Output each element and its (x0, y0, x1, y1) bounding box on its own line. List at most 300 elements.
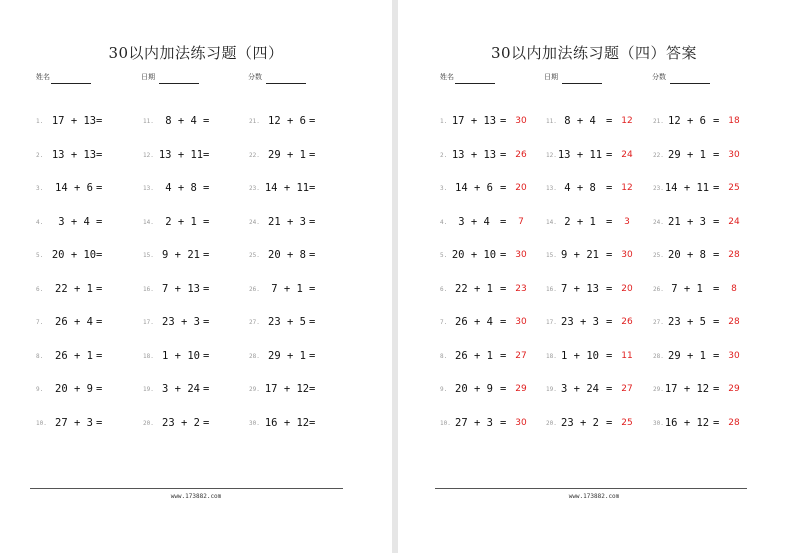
equals-sign: = (500, 148, 507, 161)
problem-item (36, 149, 136, 163)
answer-blank[interactable] (106, 149, 128, 161)
answer-value: 29 (728, 384, 740, 394)
problem-number: 19. (143, 386, 154, 393)
equals-sign: = (203, 383, 210, 395)
answer-name-field (440, 72, 454, 82)
problem-number: 21. (249, 118, 260, 125)
problem-number: 14. (546, 218, 557, 226)
equals-sign: = (309, 182, 316, 194)
problem-item (143, 350, 243, 364)
equals-sign: = (713, 416, 720, 429)
answer-problem-item (440, 216, 540, 230)
problem-item (143, 149, 243, 163)
answer-blank[interactable] (106, 182, 128, 194)
answer-blank[interactable] (213, 417, 235, 429)
problem-number: 7. (36, 319, 44, 326)
answer-page (398, 0, 790, 553)
answer-blank[interactable] (213, 182, 235, 194)
answer-blank[interactable] (106, 350, 128, 362)
problem-expression: 8 + 4 (564, 115, 596, 127)
equals-sign: = (713, 249, 720, 261)
equals-sign: = (309, 383, 316, 395)
answer-problem-item (546, 417, 646, 431)
problem-item (249, 182, 349, 196)
answer-value: 30 (728, 149, 740, 160)
answer-blank[interactable] (213, 216, 235, 228)
answer-value: 24 (621, 149, 633, 160)
problem-expression: 13 + 11 (557, 148, 603, 161)
problem-expression: 26 + 4 (455, 316, 493, 328)
problem-number: 9. (36, 386, 44, 393)
answer-blank[interactable] (319, 350, 341, 362)
answer-blank[interactable] (213, 350, 235, 362)
problem-number: 25. (249, 252, 260, 259)
answer-footer-website: www.173882.com (568, 493, 620, 500)
problem-expression: 16 + 12 (264, 416, 310, 429)
answer-problem-item (546, 216, 646, 230)
answer-blank[interactable] (106, 383, 128, 395)
answer-problem-item (546, 383, 646, 397)
answer-blank[interactable] (106, 249, 128, 261)
answer-name-blank-line[interactable] (455, 83, 495, 84)
problem-item (143, 115, 243, 129)
problem-item (249, 216, 349, 230)
answer-problem-item (653, 216, 753, 230)
problem-item (143, 216, 243, 230)
answer-problem-item (546, 115, 646, 129)
problem-item (36, 417, 136, 431)
problem-expression: 4 + 8 (564, 182, 596, 194)
equals-sign: = (309, 416, 316, 429)
problem-number: 10. (440, 419, 451, 427)
problem-number: 24. (653, 218, 664, 226)
answer-value: 27 (621, 384, 633, 394)
equals-sign: = (203, 249, 210, 261)
problem-number: 2. (36, 151, 44, 159)
answer-value: 20 (515, 183, 527, 193)
answer-problem-item (546, 182, 646, 196)
equals-sign: = (203, 148, 210, 161)
problem-number: 25. (653, 252, 664, 259)
equals-sign: = (606, 215, 613, 228)
problem-number: 22. (249, 151, 260, 159)
problem-expression: 29 + 1 (668, 148, 706, 161)
problem-number: 18. (546, 352, 557, 360)
problem-expression: 26 + 1 (455, 349, 493, 362)
answer-problem-item (440, 115, 540, 129)
problem-number: 16. (143, 285, 154, 293)
equals-sign: = (713, 148, 720, 161)
answer-value: 25 (728, 183, 740, 193)
answer-problem-item (653, 149, 753, 163)
answer-score-blank-line[interactable] (670, 83, 710, 84)
problem-item (249, 417, 349, 431)
answer-blank[interactable] (319, 216, 341, 228)
answer-problem-item (653, 182, 753, 196)
problem-expression: 20 + 10 (51, 249, 97, 261)
problem-item (249, 350, 349, 364)
problem-expression: 7 + 1 (671, 282, 703, 295)
answer-value: 20 (621, 283, 633, 294)
problem-expression: 27 + 3 (455, 416, 493, 429)
problem-number: 24. (249, 218, 260, 226)
answer-value: 28 (728, 250, 740, 260)
equals-sign: = (96, 115, 103, 127)
problem-number: 6. (36, 285, 44, 293)
answer-value: 26 (515, 149, 527, 160)
problem-expression: 3 + 4 (58, 215, 90, 228)
problem-expression: 13 + 11 (158, 148, 204, 161)
worksheet-page (0, 0, 392, 553)
equals-sign: = (309, 249, 316, 261)
problem-expression: 20 + 8 (268, 249, 306, 261)
problem-expression: 12 + 6 (668, 115, 706, 127)
problem-expression: 23 + 2 (561, 416, 599, 429)
answer-problem-item (440, 350, 540, 364)
problem-expression: 9 + 21 (162, 249, 200, 261)
answer-problem-item (440, 182, 540, 196)
equals-sign: = (309, 282, 316, 295)
answer-value: 30 (515, 116, 527, 126)
equals-sign: = (500, 316, 507, 328)
problem-expression: 23 + 3 (162, 316, 200, 328)
equals-sign: = (606, 182, 613, 194)
answer-blank[interactable] (106, 417, 128, 429)
problem-expression: 21 + 3 (668, 215, 706, 228)
problem-expression: 21 + 3 (268, 215, 306, 228)
problem-number: 28. (653, 352, 664, 360)
problem-expression: 22 + 1 (455, 282, 493, 295)
problem-number: 27. (249, 319, 260, 326)
problem-item (36, 283, 136, 297)
answer-footer-divider (435, 488, 747, 489)
answer-problem-item (440, 383, 540, 397)
equals-sign: = (309, 148, 316, 161)
problem-expression: 2 + 1 (564, 215, 596, 228)
equals-sign: = (713, 383, 720, 395)
answer-date-label: 日期 (544, 73, 558, 81)
problem-number: 5. (36, 252, 44, 259)
answer-problem-item (546, 149, 646, 163)
problem-expression: 17 + 13 (451, 115, 497, 127)
problem-expression: 20 + 9 (455, 383, 493, 395)
problem-expression: 3 + 24 (561, 383, 599, 395)
problem-item (249, 383, 349, 397)
problem-item (143, 316, 243, 330)
problem-expression: 20 + 9 (55, 383, 93, 395)
answer-name-label: 姓名 (440, 73, 454, 81)
problem-number: 20. (143, 419, 154, 427)
problem-item (36, 249, 136, 263)
answer-page-title: 30以内加法练习题（四）答案 (490, 44, 698, 62)
footer-website: www.173882.com (170, 493, 222, 500)
problem-number: 30. (653, 419, 664, 427)
equals-sign: = (203, 349, 210, 362)
equals-sign: = (203, 215, 210, 228)
equals-sign: = (96, 215, 103, 228)
equals-sign: = (500, 383, 507, 395)
answer-score-field (652, 72, 666, 82)
equals-sign: = (606, 115, 613, 127)
answer-value: 27 (515, 350, 527, 361)
score-field (248, 72, 262, 82)
equals-sign: = (309, 316, 316, 328)
equals-sign: = (713, 349, 720, 362)
equals-sign: = (203, 416, 210, 429)
answer-value: 28 (728, 317, 740, 327)
problem-expression: 1 + 10 (162, 349, 200, 362)
answer-value: 25 (621, 417, 633, 428)
answer-date-blank-line[interactable] (562, 83, 602, 84)
problem-number: 11. (143, 118, 154, 125)
equals-sign: = (713, 182, 720, 194)
answer-value: 7 (518, 216, 524, 227)
problem-item (143, 249, 243, 263)
equals-sign: = (309, 215, 316, 228)
problem-expression: 13 + 13 (451, 148, 497, 161)
name-blank-line[interactable] (51, 83, 91, 84)
score-label: 分数 (248, 73, 262, 81)
answer-problem-item (440, 249, 540, 263)
equals-sign: = (713, 215, 720, 228)
problem-number: 6. (440, 285, 448, 293)
problem-item (143, 283, 243, 297)
problem-expression: 29 + 1 (268, 349, 306, 362)
problem-number: 11. (546, 118, 557, 125)
answer-blank[interactable] (213, 249, 235, 261)
problem-item (36, 115, 136, 129)
equals-sign: = (96, 148, 103, 161)
answer-value: 30 (515, 417, 527, 428)
equals-sign: = (203, 182, 210, 194)
problem-number: 16. (546, 285, 557, 293)
problem-item (36, 383, 136, 397)
equals-sign: = (96, 316, 103, 328)
problem-expression: 23 + 5 (268, 316, 306, 328)
problem-number: 2. (440, 151, 448, 159)
problem-expression: 14 + 11 (664, 182, 710, 194)
problem-number: 8. (440, 352, 448, 360)
problem-expression: 17 + 13 (51, 115, 97, 127)
problem-number: 14. (143, 218, 154, 226)
name-label: 姓名 (36, 73, 50, 81)
problem-number: 15. (143, 252, 154, 259)
problem-number: 21. (653, 118, 664, 125)
equals-sign: = (606, 383, 613, 395)
equals-sign: = (500, 249, 507, 261)
problem-number: 7. (440, 319, 448, 326)
problem-expression: 13 + 13 (51, 148, 97, 161)
equals-sign: = (96, 182, 103, 194)
problem-expression: 17 + 12 (664, 383, 710, 395)
problem-number: 26. (249, 285, 260, 293)
answer-value: 18 (728, 116, 740, 126)
problem-expression: 17 + 12 (264, 383, 310, 395)
equals-sign: = (713, 115, 720, 127)
answer-problem-item (653, 383, 753, 397)
answer-blank[interactable] (319, 283, 341, 295)
answer-value: 28 (728, 417, 740, 428)
problem-number: 4. (36, 218, 44, 226)
answer-blank[interactable] (106, 283, 128, 295)
answer-blank[interactable] (319, 149, 341, 161)
problem-expression: 3 + 4 (458, 215, 490, 228)
problem-item (36, 316, 136, 330)
problem-number: 22. (653, 151, 664, 159)
problem-number: 27. (653, 319, 664, 326)
equals-sign: = (96, 416, 103, 429)
problem-expression: 4 + 8 (165, 182, 197, 194)
answer-value: 12 (621, 116, 633, 126)
equals-sign: = (500, 215, 507, 228)
answer-value: 23 (515, 283, 527, 294)
answer-blank[interactable] (319, 249, 341, 261)
answer-problem-item (440, 417, 540, 431)
problem-number: 29. (653, 386, 664, 393)
problem-number: 13. (546, 185, 557, 192)
answer-problem-item (653, 115, 753, 129)
answer-date-field (544, 72, 558, 82)
answer-value: 12 (621, 183, 633, 193)
problem-number: 12. (143, 151, 154, 159)
problem-number: 26. (653, 285, 664, 293)
problem-expression: 14 + 6 (55, 182, 93, 194)
answer-problem-item (653, 249, 753, 263)
answer-problem-item (440, 316, 540, 330)
answer-problem-item (440, 149, 540, 163)
date-blank-line[interactable] (159, 83, 199, 84)
answer-score-label: 分数 (652, 73, 666, 81)
problem-number: 13. (143, 185, 154, 192)
equals-sign: = (96, 282, 103, 295)
problem-number: 1. (440, 118, 448, 125)
problem-number: 10. (36, 419, 47, 427)
problem-expression: 7 + 13 (561, 282, 599, 295)
answer-blank[interactable] (213, 316, 235, 328)
problem-item (249, 249, 349, 263)
equals-sign: = (606, 316, 613, 328)
problem-number: 30. (249, 419, 260, 427)
answer-value: 11 (621, 350, 633, 361)
problem-number: 28. (249, 352, 260, 360)
problem-expression: 29 + 1 (268, 148, 306, 161)
answer-value: 24 (728, 216, 740, 227)
problem-number: 1. (36, 118, 44, 125)
problem-expression: 27 + 3 (55, 416, 93, 429)
problem-expression: 29 + 1 (668, 349, 706, 362)
answer-problem-item (653, 283, 753, 297)
answer-value: 30 (515, 317, 527, 327)
problem-expression: 20 + 10 (451, 249, 497, 261)
equals-sign: = (500, 349, 507, 362)
answer-blank[interactable] (319, 316, 341, 328)
equals-sign: = (309, 349, 316, 362)
problem-expression: 1 + 10 (561, 349, 599, 362)
name-field (36, 72, 50, 82)
problem-expression: 7 + 13 (162, 282, 200, 295)
answer-blank[interactable] (319, 417, 341, 429)
answer-blank[interactable] (106, 115, 128, 127)
problem-item (36, 350, 136, 364)
problem-number: 12. (546, 151, 557, 159)
problem-expression: 23 + 5 (668, 316, 706, 328)
problem-expression: 2 + 1 (165, 215, 197, 228)
answer-problem-item (546, 283, 646, 297)
answer-problem-item (653, 316, 753, 330)
answer-blank[interactable] (319, 182, 341, 194)
problem-expression: 14 + 6 (455, 182, 493, 194)
equals-sign: = (606, 349, 613, 362)
problem-expression: 8 + 4 (165, 115, 197, 127)
equals-sign: = (606, 249, 613, 261)
problem-number: 20. (546, 419, 557, 427)
problem-expression: 26 + 4 (55, 316, 93, 328)
problem-expression: 20 + 8 (668, 249, 706, 261)
score-blank-line[interactable] (266, 83, 306, 84)
answer-blank[interactable] (213, 115, 235, 127)
answer-problem-item (546, 249, 646, 263)
answer-blank[interactable] (213, 283, 235, 295)
problem-number: 19. (546, 386, 557, 393)
equals-sign: = (500, 282, 507, 295)
answer-blank[interactable] (106, 316, 128, 328)
footer-divider (30, 488, 343, 489)
equals-sign: = (500, 115, 507, 127)
problem-number: 17. (143, 319, 154, 326)
problem-item (249, 283, 349, 297)
problem-number: 29. (249, 386, 260, 393)
answer-value: 26 (621, 317, 633, 327)
problem-expression: 16 + 12 (664, 416, 710, 429)
answer-value: 30 (621, 250, 633, 260)
answer-blank[interactable] (106, 216, 128, 228)
equals-sign: = (203, 316, 210, 328)
problem-expression: 22 + 1 (55, 282, 93, 295)
problem-number: 3. (36, 185, 44, 192)
equals-sign: = (96, 249, 103, 261)
answer-value: 30 (728, 350, 740, 361)
problem-number: 23. (249, 185, 260, 192)
equals-sign: = (606, 282, 613, 295)
problem-expression: 14 + 11 (264, 182, 310, 194)
equals-sign: = (606, 148, 613, 161)
answer-blank[interactable] (319, 115, 341, 127)
answer-blank[interactable] (319, 383, 341, 395)
equals-sign: = (713, 316, 720, 328)
answer-problem-item (653, 417, 753, 431)
problem-number: 23. (653, 185, 664, 192)
problem-item (143, 182, 243, 196)
equals-sign: = (309, 115, 316, 127)
answer-value: 3 (624, 216, 630, 227)
problem-item (36, 182, 136, 196)
answer-value: 29 (515, 384, 527, 394)
problem-item (143, 417, 243, 431)
problem-expression: 3 + 24 (162, 383, 200, 395)
answer-blank[interactable] (213, 149, 235, 161)
answer-problem-item (653, 350, 753, 364)
problem-expression: 23 + 3 (561, 316, 599, 328)
equals-sign: = (500, 416, 507, 429)
answer-blank[interactable] (213, 383, 235, 395)
answer-problem-item (546, 350, 646, 364)
equals-sign: = (96, 349, 103, 362)
problem-item (143, 383, 243, 397)
answer-problem-item (440, 283, 540, 297)
problem-item (249, 149, 349, 163)
problem-expression: 7 + 1 (271, 282, 303, 295)
problem-number: 15. (546, 252, 557, 259)
